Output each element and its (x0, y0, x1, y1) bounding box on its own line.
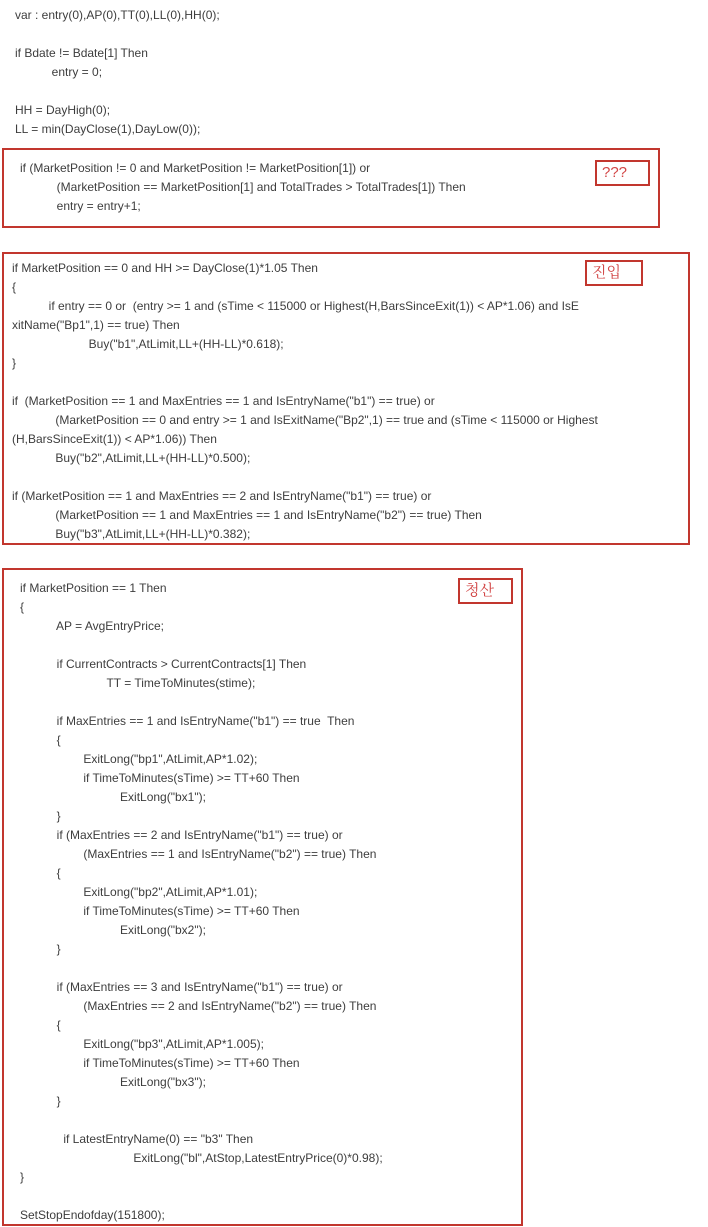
code-line: ExitLong("bl",AtStop,LatestEntryPrice(0)*0.98); (20, 1151, 383, 1165)
code-line: TT = TimeToMinutes(stime); (20, 676, 256, 690)
code-line (20, 1187, 521, 1206)
code-line (15, 25, 220, 44)
code-line: Buy("b3",AtLimit,LL+(HH-LL)*0.382); (12, 527, 251, 541)
code-line: ExitLong("bp3",AtLimit,AP*1.005); (20, 1037, 264, 1051)
code-line: if (MaxEntries == 3 and IsEntryName("b1") == true) or (20, 980, 343, 994)
code-line: ExitLong("bp2",AtLimit,AP*1.01); (20, 885, 258, 899)
annotation-label-unknown (595, 160, 650, 186)
code-line (12, 373, 688, 392)
code-line: if (MarketPosition == 1 and MaxEntries == 1 and IsEntryName("b1") == true) or (12, 394, 435, 408)
code-line: (MarketPosition == 1 and MaxEntries == 1 and IsEntryName("b2") == true) Then (12, 508, 482, 522)
code-line: ExitLong("bx3"); (20, 1075, 206, 1089)
code-line: if TimeToMinutes(sTime) >= TT+60 Then (20, 1056, 300, 1070)
code-line: } (20, 1170, 25, 1184)
code-line: } (20, 942, 61, 956)
code-line: } (20, 1094, 61, 1108)
section-entry-counter-box (2, 148, 660, 228)
code-line: entry = entry+1; (20, 199, 141, 213)
code-line: LL = min(DayClose(1),DayLow(0)); (15, 122, 201, 136)
annotation-label-entry (585, 260, 643, 286)
code-line: (MarketPosition == MarketPosition[1] and TotalTrades > TotalTrades[1]) Then (20, 180, 466, 194)
annotation-label-entry-text: 진입 (592, 264, 621, 281)
code-line: if (MarketPosition == 1 and MaxEntries == 2 and IsEntryName("b1") == true) or (12, 489, 432, 503)
code-line: if TimeToMinutes(sTime) >= TT+60 Then (20, 771, 300, 785)
code-line (20, 959, 521, 978)
code-line: (MaxEntries == 2 and IsEntryName("b2") == true) Then (20, 999, 377, 1013)
code-line: xitName("Bp1",1) == true) Then (12, 318, 180, 332)
code-line: if Bdate != Bdate[1] Then (15, 46, 148, 60)
code-preamble (15, 6, 220, 139)
code-line: if (MarketPosition != 0 and MarketPosition != MarketPosition[1]) or (20, 161, 371, 175)
code-line: AP = AvgEntryPrice; (20, 619, 164, 633)
code-line: if TimeToMinutes(sTime) >= TT+60 Then (20, 904, 300, 918)
code-line: if MaxEntries == 1 and IsEntryName("b1") == true Then (20, 714, 355, 728)
code-line: if (MaxEntries == 2 and IsEntryName("b1") == true) or (20, 828, 343, 842)
code-line: (MarketPosition == 0 and entry >= 1 and IsExitName("Bp2",1) == true and (sTime < 115000 or Highest (12, 413, 598, 427)
code-line: { (20, 866, 61, 880)
code-line: ExitLong("bx2"); (20, 923, 206, 937)
entry-counter-code (20, 159, 658, 216)
code-line: if MarketPosition == 1 Then (20, 581, 167, 595)
code-line: HH = DayHigh(0); (15, 103, 111, 117)
code-line: ExitLong("bx1"); (20, 790, 206, 804)
code-line: { (12, 280, 17, 294)
code-line: { (20, 600, 25, 614)
code-line: SetStopEndofday(151800); (20, 1208, 165, 1222)
code-line: ExitLong("bp1",AtLimit,AP*1.02); (20, 752, 258, 766)
section-exit-logic-box (2, 568, 523, 1226)
code-line: (MaxEntries == 1 and IsEntryName("b2") == true) Then (20, 847, 377, 861)
code-line: } (12, 356, 17, 370)
annotation-label-exit-text: 청산 (465, 582, 494, 599)
exit-logic-code (20, 579, 521, 1225)
code-line: { (20, 1018, 61, 1032)
code-line: if CurrentContracts > CurrentContracts[1] Then (20, 657, 307, 671)
entry-logic-code (12, 259, 688, 544)
code-line: { (20, 733, 61, 747)
code-line: entry = 0; (15, 65, 103, 79)
code-line: Buy("b1",AtLimit,LL+(HH-LL)*0.618); (12, 337, 284, 351)
code-line (20, 693, 521, 712)
annotation-label-unknown-text: ??? (602, 164, 628, 181)
code-line (15, 82, 220, 101)
code-line: if entry == 0 or (entry >= 1 and (sTime < 115000 or Highest(H,BarsSinceExit(1)) < AP*1.06) and IsE (12, 299, 579, 313)
code-line (12, 468, 688, 487)
section-entry-logic-box (2, 252, 690, 545)
code-line: if MarketPosition == 0 and HH >= DayClose(1)*1.05 Then (12, 261, 318, 275)
code-line: Buy("b2",AtLimit,LL+(HH-LL)*0.500); (12, 451, 251, 465)
annotation-label-exit (458, 578, 513, 604)
code-line (20, 636, 521, 655)
code-line: var : entry(0),AP(0),TT(0),LL(0),HH(0); (15, 8, 220, 22)
code-line: if LatestEntryName(0) == "b3" Then (20, 1132, 254, 1146)
code-line (20, 1111, 521, 1130)
code-line: } (20, 809, 61, 823)
code-line: (H,BarsSinceExit(1)) < AP*1.06)) Then (12, 432, 217, 446)
